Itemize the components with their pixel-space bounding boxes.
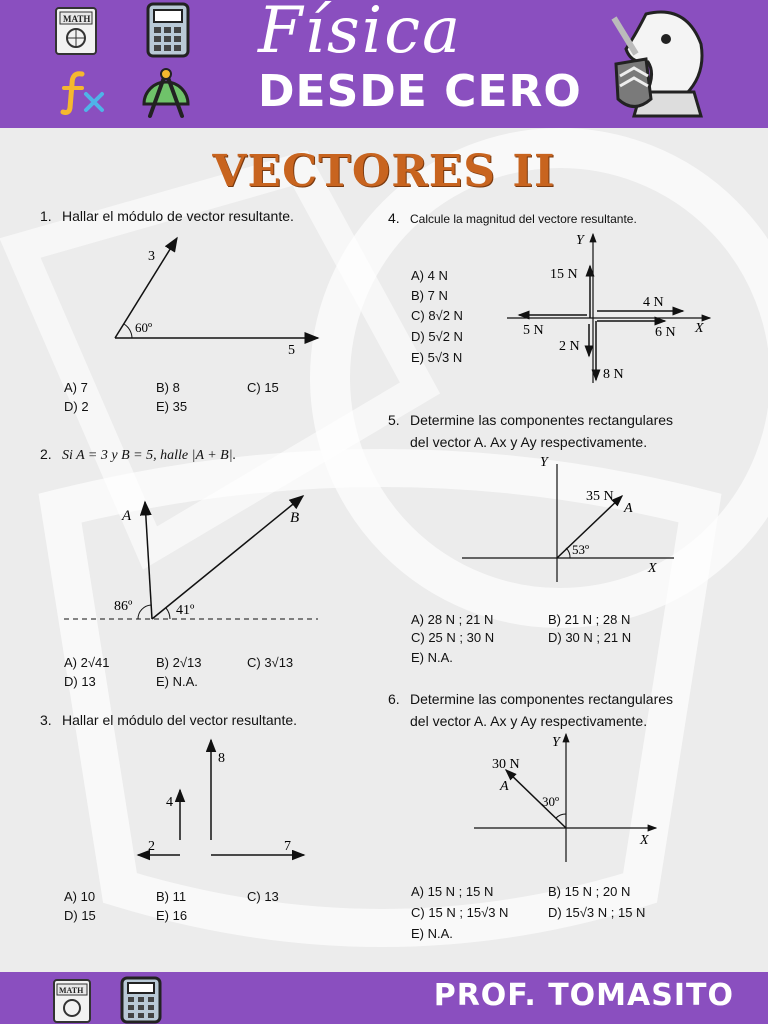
q6-option-d[interactable]: D) 15√3 N ; 15 N	[548, 905, 646, 920]
vector-label-7: 7	[284, 839, 291, 854]
question-text-line2: del vector A. Ax y Ay respectivamente.	[410, 434, 648, 450]
q1-option-b[interactable]: B) 8	[156, 380, 180, 395]
q4-option-d[interactable]: D) 5√2 N	[411, 329, 463, 344]
angle-label: 60º	[135, 320, 153, 335]
q6-option-b[interactable]: B) 15 N ; 20 N	[548, 884, 631, 899]
figure-q5	[460, 452, 680, 582]
q1-option-e[interactable]: E) 35	[156, 399, 188, 414]
question-text: Si A = 3 y B = 5, halle |A + B|.	[62, 448, 237, 463]
axis-y-label: Y	[576, 233, 584, 248]
vector-label-5: 5	[288, 343, 295, 358]
q2-option-d[interactable]: D) 13	[64, 674, 96, 689]
q2-option-b[interactable]: B) 2√13	[156, 655, 202, 670]
q6-option-e[interactable]: E) N.A.	[411, 926, 453, 941]
vector-label-b: B	[290, 510, 300, 526]
vector-name-label: A	[500, 779, 509, 794]
q2-option-a[interactable]: A) 2√41	[64, 655, 110, 670]
question-2	[40, 446, 236, 464]
angle-label: 53º	[572, 542, 590, 557]
q4-option-a[interactable]: A) 4 N	[411, 268, 448, 283]
q3-option-d[interactable]: D) 15	[64, 908, 96, 923]
header-banner	[0, 0, 768, 128]
q5-option-b[interactable]: B) 21 N ; 28 N	[548, 612, 631, 627]
question-number: 5.	[388, 412, 400, 428]
question-6	[388, 688, 673, 732]
math-book-icon	[50, 978, 96, 1024]
vector-label-a: A	[122, 508, 132, 524]
q3-option-e[interactable]: E) 16	[156, 908, 188, 923]
question-number: 6.	[388, 691, 400, 707]
figure-q3	[130, 734, 320, 864]
page-title: VECTORES II	[212, 146, 556, 197]
question-number: 1.	[40, 208, 52, 224]
author-name: PROF. TOMASITO	[433, 978, 734, 1013]
vector-magnitude-label: 35 N	[586, 489, 614, 504]
axis-x-label: X	[640, 833, 649, 848]
question-5	[388, 409, 673, 453]
header-title-top: Física	[258, 0, 463, 68]
question-text-line2: del vector A. Ax y Ay respectivamente.	[410, 713, 648, 729]
q5-option-e[interactable]: E) N.A.	[411, 650, 453, 665]
vector-name-label: A	[624, 501, 633, 516]
axis-y-label: Y	[540, 455, 548, 470]
q4-option-b[interactable]: B) 7 N	[411, 288, 448, 303]
axis-y-label: Y	[552, 735, 560, 750]
q1-option-c[interactable]: C) 15	[247, 380, 279, 395]
q1-option-d[interactable]: D) 2	[64, 399, 89, 414]
math-badge-text: MATH	[59, 986, 84, 995]
vector-magnitude-label: 30 N	[492, 757, 520, 772]
figure-q6	[472, 732, 662, 864]
vector-label-5n: 5 N	[523, 323, 544, 338]
axis-x-label: X	[695, 321, 704, 336]
calculator-icon	[142, 2, 194, 60]
q6-option-a[interactable]: A) 15 N ; 15 N	[411, 884, 494, 899]
question-text: Hallar el módulo de vector resultante.	[62, 208, 294, 224]
chess-knight-mascot-icon	[606, 4, 716, 124]
q3-option-b[interactable]: B) 11	[156, 889, 187, 904]
vector-label-4n: 4 N	[643, 295, 664, 310]
vector-label-6n: 6 N	[655, 325, 676, 340]
vector-label-3: 3	[148, 249, 155, 264]
header-title-bottom: DESDE CERO	[258, 66, 582, 117]
angle-label-a: 86º	[114, 599, 133, 614]
figure-q2	[60, 488, 330, 638]
question-text: Hallar el módulo del vector resultante.	[62, 712, 298, 728]
figure-q1	[100, 228, 340, 358]
q5-option-d[interactable]: D) 30 N ; 21 N	[548, 630, 632, 645]
compass-protractor-icon	[138, 66, 194, 120]
vector-label-2n: 2 N	[559, 339, 580, 354]
vector-label-8n: 8 N	[603, 367, 624, 382]
math-badge-text: MATH	[63, 14, 91, 24]
question-3	[40, 712, 297, 728]
vector-label-4: 4	[166, 795, 173, 810]
question-text: Calcule la magnitud del vectore resultante.	[410, 212, 637, 226]
math-book-icon	[52, 4, 102, 58]
q5-option-c[interactable]: C) 25 N ; 30 N	[411, 630, 495, 645]
question-number: 3.	[40, 712, 52, 728]
q2-option-c[interactable]: C) 3√13	[247, 655, 294, 670]
q6-option-c[interactable]: C) 15 N ; 15√3 N	[411, 905, 509, 920]
question-text-line1: Determine las componentes rectangulares	[410, 691, 674, 707]
figure-q4	[505, 228, 715, 388]
vector-label-15n: 15 N	[550, 267, 578, 282]
vector-label-8: 8	[218, 751, 225, 766]
q1-option-a[interactable]: A) 7	[64, 380, 88, 395]
calculator-icon	[118, 976, 164, 1024]
q5-option-a[interactable]: A) 28 N ; 21 N	[411, 612, 494, 627]
axis-x-label: X	[648, 561, 657, 576]
q4-option-c[interactable]: C) 8√2 N	[411, 308, 463, 323]
angle-label: 30º	[542, 794, 560, 809]
angle-label-b: 41º	[176, 603, 195, 618]
question-number: 2.	[40, 446, 52, 462]
q2-option-e[interactable]: E) N.A.	[156, 674, 198, 689]
q3-option-c[interactable]: C) 13	[247, 889, 279, 904]
question-number: 4.	[388, 210, 400, 226]
vector-label-2: 2	[148, 839, 155, 854]
question-text-line1: Determine las componentes rectangulares	[410, 412, 674, 428]
question-4	[388, 210, 637, 226]
q4-option-e[interactable]: E) 5√3 N	[411, 350, 463, 365]
question-1	[40, 208, 294, 224]
q3-option-a[interactable]: A) 10	[64, 889, 96, 904]
function-fx-icon	[60, 66, 110, 116]
